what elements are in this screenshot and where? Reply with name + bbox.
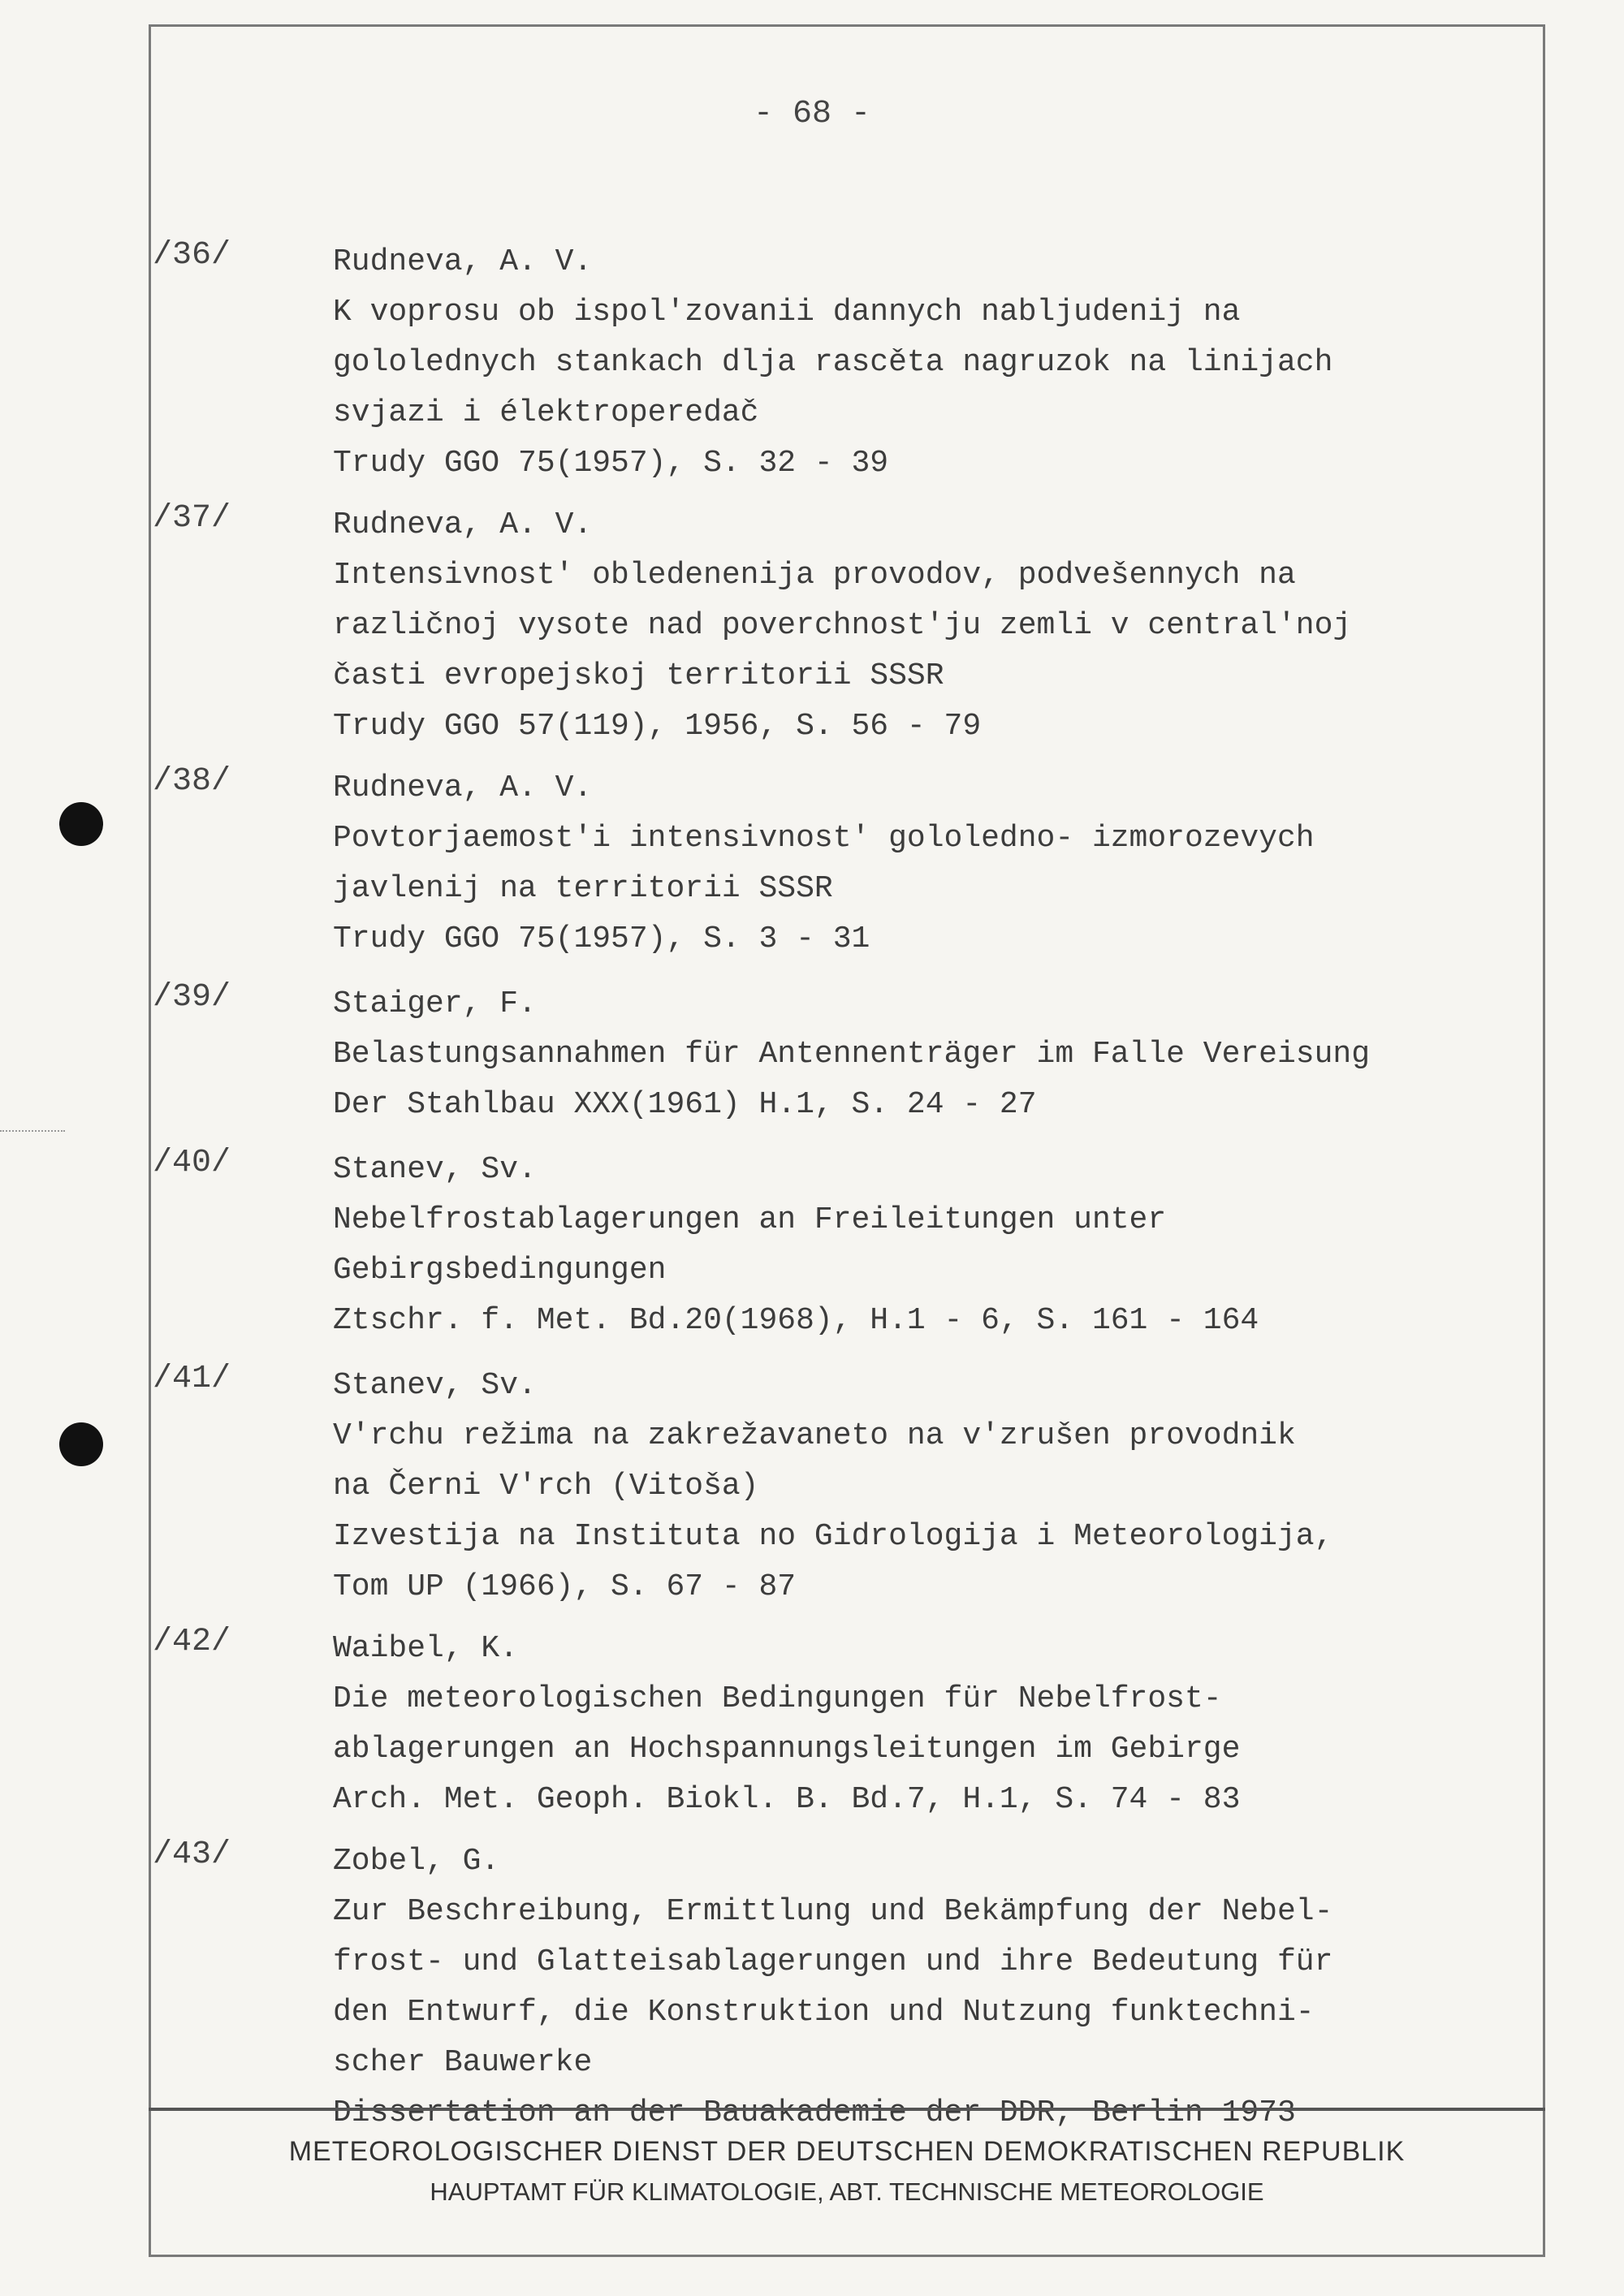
reference-line: ablagerungen an Hochspannungsleitungen im Gebirge xyxy=(333,1732,1241,1767)
reference-line: Gebirgsbedingungen xyxy=(333,1253,667,1288)
reference-author: Staiger, F. xyxy=(333,986,537,1021)
reference-line: na Černi V'rch (Vitoša) xyxy=(333,1469,759,1504)
reference-line: Zur Beschreibung, Ermittlung und Bekämpfung der Nebel- xyxy=(333,1894,1333,1929)
reference-line: Die meteorologischen Bedingungen für Nebelfrost- xyxy=(333,1681,1222,1716)
reference-number: /41/ xyxy=(153,1361,231,1397)
punch-hole-top xyxy=(59,802,103,846)
reference-number: /39/ xyxy=(153,979,231,1016)
reference-line: različnoj vysote nad poverchnost'ju zemli v central'noj xyxy=(333,608,1352,643)
reference-text xyxy=(333,1836,1332,2138)
reference-author: Rudneva, A. V. xyxy=(333,244,593,279)
reference-line: Trudy GGO 75(1957), S. 3 - 31 xyxy=(333,921,870,956)
reference-number: /36/ xyxy=(153,237,231,274)
reference-line: Arch. Met. Geoph. Biokl. B. Bd.7, H.1, S. 74 - 83 xyxy=(333,1782,1241,1817)
reference-number: /40/ xyxy=(153,1145,231,1181)
reference-number: /42/ xyxy=(153,1624,231,1660)
reference-line: gololednych stankach dlja rascěta nagruzok na linijach xyxy=(333,345,1333,380)
reference-author: Rudneva, A. V. xyxy=(333,507,593,542)
page-number: - 68 - xyxy=(753,96,871,132)
reference-author: Stanev, Sv. xyxy=(333,1368,537,1403)
reference-text xyxy=(333,763,1315,965)
punch-hole-bottom xyxy=(59,1422,103,1466)
reference-line: Izvestija na Instituta no Gidrologija i Meteorologija, xyxy=(333,1519,1333,1554)
reference-author: Zobel, G. xyxy=(333,1844,500,1879)
reference-author: Rudneva, A. V. xyxy=(333,770,593,805)
reference-text xyxy=(333,1145,1259,1346)
reference-text xyxy=(333,237,1332,489)
reference-text xyxy=(333,500,1351,752)
reference-line: V'rchu režima na zakrežavaneto na v'zrušen provodnik xyxy=(333,1418,1296,1453)
reference-line: Trudy GGO 57(119), 1956, S. 56 - 79 xyxy=(333,709,982,744)
fold-mark xyxy=(0,1130,65,1132)
reference-text xyxy=(333,1361,1332,1612)
reference-text xyxy=(333,1624,1240,1825)
footer-department: HAUPTAMT FÜR KLIMATOLOGIE, ABT. TECHNISCHE METEOROLOGIE xyxy=(430,2177,1264,2206)
footer-divider xyxy=(149,2108,1545,2111)
footer-institution: METEOROLOGISCHER DIENST DER DEUTSCHEN DEMOKRATISCHEN REPUBLIK xyxy=(288,2136,1406,2167)
reference-number: /37/ xyxy=(153,500,231,537)
reference-line: Povtorjaemost'i intensivnost' gololedno- izmorozevych xyxy=(333,821,1315,856)
reference-line: Dissertation an der Bauakademie der DDR, Berlin 1973 xyxy=(333,2095,1296,2130)
reference-line: Der Stahlbau XXX(1961) H.1, S. 24 - 27 xyxy=(333,1087,1037,1122)
reference-author: Stanev, Sv. xyxy=(333,1152,537,1187)
reference-line: K voprosu ob ispol'zovanii dannych nabljudenij na xyxy=(333,295,1241,330)
reference-line: Tom UP (1966), S. 67 - 87 xyxy=(333,1569,797,1604)
reference-number: /38/ xyxy=(153,763,231,800)
reference-text xyxy=(333,979,1370,1130)
reference-line: scher Bauwerke xyxy=(333,2045,593,2080)
reference-line: javlenij na territorii SSSR xyxy=(333,871,833,906)
reference-line: časti evropejskoj territorii SSSR xyxy=(333,658,944,693)
reference-line: Nebelfrostablagerungen an Freileitungen unter xyxy=(333,1202,1167,1237)
reference-number: /43/ xyxy=(153,1836,231,1873)
reference-line: Ztschr. f. Met. Bd.20(1968), H.1 - 6, S. 161 - 164 xyxy=(333,1303,1259,1338)
reference-author: Waibel, K. xyxy=(333,1631,519,1666)
reference-line: svjazi i élektroperedač xyxy=(333,395,759,430)
reference-line: Intensivnost' obledenenija provodov, podvešennych na xyxy=(333,558,1296,593)
reference-line: frost- und Glatteisablagerungen und ihre Bedeutung für xyxy=(333,1944,1333,1979)
reference-line: den Entwurf, die Konstruktion und Nutzung funktechni- xyxy=(333,1995,1315,2030)
reference-line: Trudy GGO 75(1957), S. 32 - 39 xyxy=(333,446,889,481)
reference-line: Belastungsannahmen für Antennenträger im Falle Vereisung xyxy=(333,1037,1371,1072)
